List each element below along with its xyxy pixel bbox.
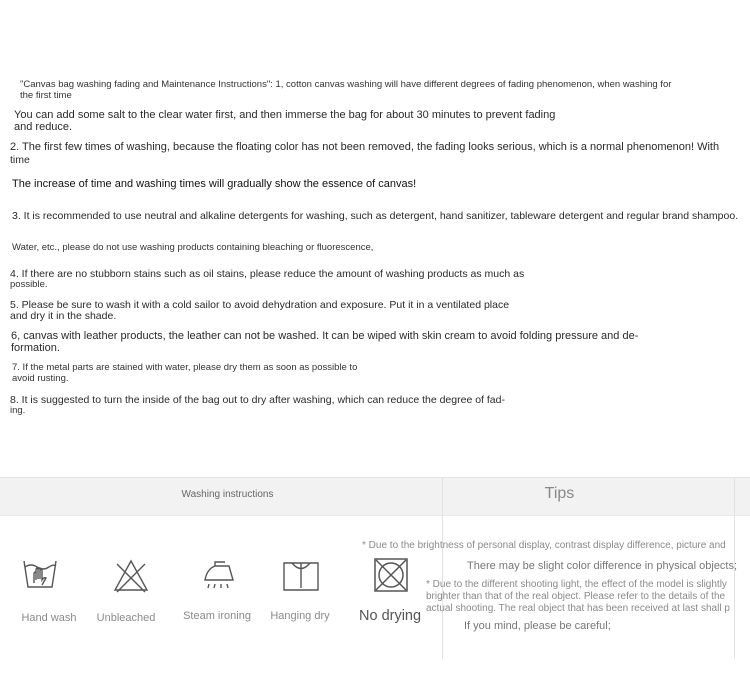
instruction-4-line-1: 4. If there are no stubborn stains such as oil stains, please reduce the amount of washing products as much as xyxy=(10,268,525,280)
instruction-2-line-2: time xyxy=(10,154,30,166)
instruction-7-line-1: 7. If the metal parts are stained with water, please dry them as soon as possible to xyxy=(12,362,358,373)
hand-wash-label: Hand wash xyxy=(21,612,77,624)
tips-heading: Tips xyxy=(544,485,575,502)
instruction-1-line-2: the first time xyxy=(20,90,72,101)
washing-instructions-heading: Washing instructions xyxy=(181,489,274,500)
instruction-7-line-2: avoid rusting. xyxy=(12,373,69,384)
instruction-8-line-2: ing. xyxy=(10,405,26,416)
no-bleach-icon xyxy=(112,558,150,594)
hand-wash-icon xyxy=(22,557,58,589)
instruction-canvas-essence: The increase of time and washing times will gradually show the essence of canvas! xyxy=(12,178,417,190)
no-drying-label: No drying xyxy=(359,608,422,624)
instruction-2-line-1: 2. The first few times of washing, because the floating color has not been removed, the fading looks serious, which is a normal phenomenon! With xyxy=(10,141,720,153)
instruction-5-line-1: 5. Please be sure to wash it with a cold sailor to avoid dehydration and exposure. Put it in a ventilated place xyxy=(10,299,510,311)
no-tumble-dry-icon xyxy=(373,557,409,593)
instruction-8-line-1: 8. It is suggested to turn the inside of the bag out to dry after washing, which can reduce the degree of fad- xyxy=(10,394,505,406)
instruction-6-line-1: 6, canvas with leather products, the leather can not be washed. It can be wiped with skin cream to avoid folding pressure and de- xyxy=(11,330,639,342)
hang-dry-icon xyxy=(282,560,320,592)
tip-color-difference: There may be slight color difference in physical objects; xyxy=(467,560,738,572)
instruction-1-line-1: "Canvas bag washing fading and Maintenance Instructions": 1, cotton canvas washing will have different degrees of fading phenomenon, when washing for xyxy=(20,79,672,90)
hanging-dry-label: Hanging dry xyxy=(270,610,330,622)
tip-please-be-careful: If you mind, please be careful; xyxy=(464,620,611,632)
instruction-5-line-2: and dry it in the shade. xyxy=(10,310,117,322)
tip-shooting-light-line-3: actual shooting. The real object that has been received at last shall p xyxy=(426,603,730,614)
instruction-6-line-2: formation. xyxy=(11,342,60,354)
instruction-3: 3. It is recommended to use neutral and alkaline detergents for washing, such as detergent, hand sanitizer, tableware detergent and regular brand shampoo. xyxy=(12,210,739,222)
instruction-salt-line-2: and reduce. xyxy=(14,121,73,133)
tip-display-difference: * Due to the brightness of personal display, contrast display difference, picture and xyxy=(362,540,726,551)
steam-iron-icon xyxy=(201,560,237,590)
steam-ironing-label: Steam ironing xyxy=(183,610,251,622)
tip-shooting-light-line-2: brighter than that of the real object. Please refer to the details of the xyxy=(426,591,726,602)
tip-shooting-light-line-1: * Due to the different shooting light, the effect of the model is slightly xyxy=(426,579,727,590)
unbleached-label: Unbleached xyxy=(96,612,156,624)
instruction-3-continued: Water, etc., please do not use washing products containing bleaching or fluorescence, xyxy=(12,242,374,253)
instruction-salt-line-1: You can add some salt to the clear water first, and then immerse the bag for about 30 minutes to prevent fading xyxy=(14,109,556,121)
instruction-4-line-2: possible. xyxy=(10,279,48,290)
